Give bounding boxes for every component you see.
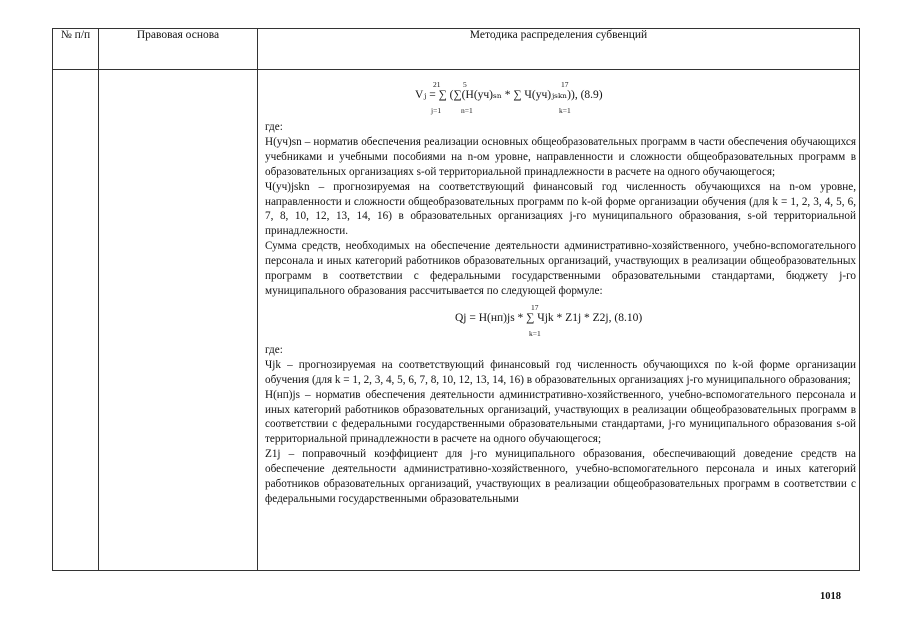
para2-item-1: Чjk – прогнозируемая на соответствующий финансовый год численность обучающихся по k-ой форме организации обучения (для k = 1, 2, 3, 4, 5, 6, 7, 8, 10, 12, 13, 14, 16) в образовательных организациях j-го муниципального образования; [265, 358, 856, 386]
para2-item-3: Z1j – поправочный коэффициент для j-го муниципального образования, обеспечивающий доведение средств на обеспечение деятельности административно-хозяйственного, учебно-вспомогательного персонала и иных категорий работников образовательных организаций, участвующих в реализации общеобразовательных программ в соответствии с федеральными государственными образовательными [265, 448, 856, 505]
para1-item-1: Н(уч)sn – норматив обеспечения реализации основных общеобразовательных программ в части обеспечения обучающихся учебниками и учебными пособиями на n-ом уровне, направленности и сложности общеобразовательных программ в образовательных организациях s-ой территориальной принадлежности в расчете на одного обучающегося; [265, 135, 856, 178]
formula-8-9-lim-top-mid: 5 [463, 80, 467, 89]
header-legal-basis-label: Правовая основа [136, 29, 220, 41]
formula-8-10-text: Qj = Н(нп)js * ∑ Чjk * Z1j * Z2j, (8.10) [455, 311, 643, 324]
page-number: 1018 [820, 591, 841, 602]
table-header-row [53, 29, 860, 70]
cell-method [258, 70, 860, 571]
para1-where: где: [265, 121, 283, 133]
method-text [258, 70, 859, 570]
subvention-method-table [52, 28, 860, 571]
header-legal-basis [99, 29, 258, 70]
header-method [258, 29, 860, 70]
header-method-label: Методика распределения субвенций [469, 29, 648, 41]
formula-8-10 [265, 299, 856, 343]
para2-where: где: [265, 343, 283, 356]
formula-8-10-lim-top: 17 [531, 302, 539, 312]
formula-8-9-lim-bot-outer: j=1 [431, 106, 442, 115]
formula-8-9-text: Vⱼ = ∑ (∑(Н(уч)ₛₙ * ∑ Ч(уч)ⱼₛₖₙ)), (8.9) [415, 89, 603, 101]
formula-8-9-lim-bot-mid: n=1 [461, 106, 473, 115]
cell-legal-basis [99, 70, 258, 571]
cell-number [53, 70, 99, 571]
para1-item-2: Ч(уч)jskn – прогнозируемая на соответствующий финансовый год численность обучающихся на n-ом уровне, направленности и сложности общеобразовательных программ по k-ой форме организации обучения (для k = 1, 2, 3, 4, 5, 6, 7, 8, 10, 12, 13, 14, 16) в образовательных организациях j-го муниципального образования, s-ой территориальной принадлежности. [265, 180, 856, 238]
header-number [53, 29, 99, 70]
table-body-row [53, 70, 860, 571]
para2-item-2: Н(нп)js – норматив обеспечения деятельности административно-хозяйственного, учебно-вспомогательного персонала и иных категорий работников образовательных организаций, участвующих в реализации общеобразовательных программ в соответствии с федеральными государственными образовательными стандартами, j-го муниципального образования s-ой территориальной принадлежности в расчете на одного обучающегося; [265, 388, 856, 446]
formula-8-9 [265, 76, 856, 120]
formula-8-9-lim-top-inner: 17 [561, 80, 569, 89]
para1-item-3: Сумма средств, необходимых на обеспечение деятельности административно-хозяйственного, учебно-вспомогательного персонала и иных категорий работников образовательных организаций, участвующих в реализации общеобразовательных программ в соответствии с федеральными государственными образовательными стандартами, бюджету j-го муниципального образования рассчитывается по следующей формуле: [265, 240, 856, 297]
formula-8-10-lim-bot: k=1 [529, 328, 541, 338]
header-number-label: № п/п [60, 29, 91, 41]
formula-8-9-lim-bot-inner: k=1 [559, 106, 571, 115]
formula-8-9-lim-top-outer: 21 [433, 80, 441, 89]
